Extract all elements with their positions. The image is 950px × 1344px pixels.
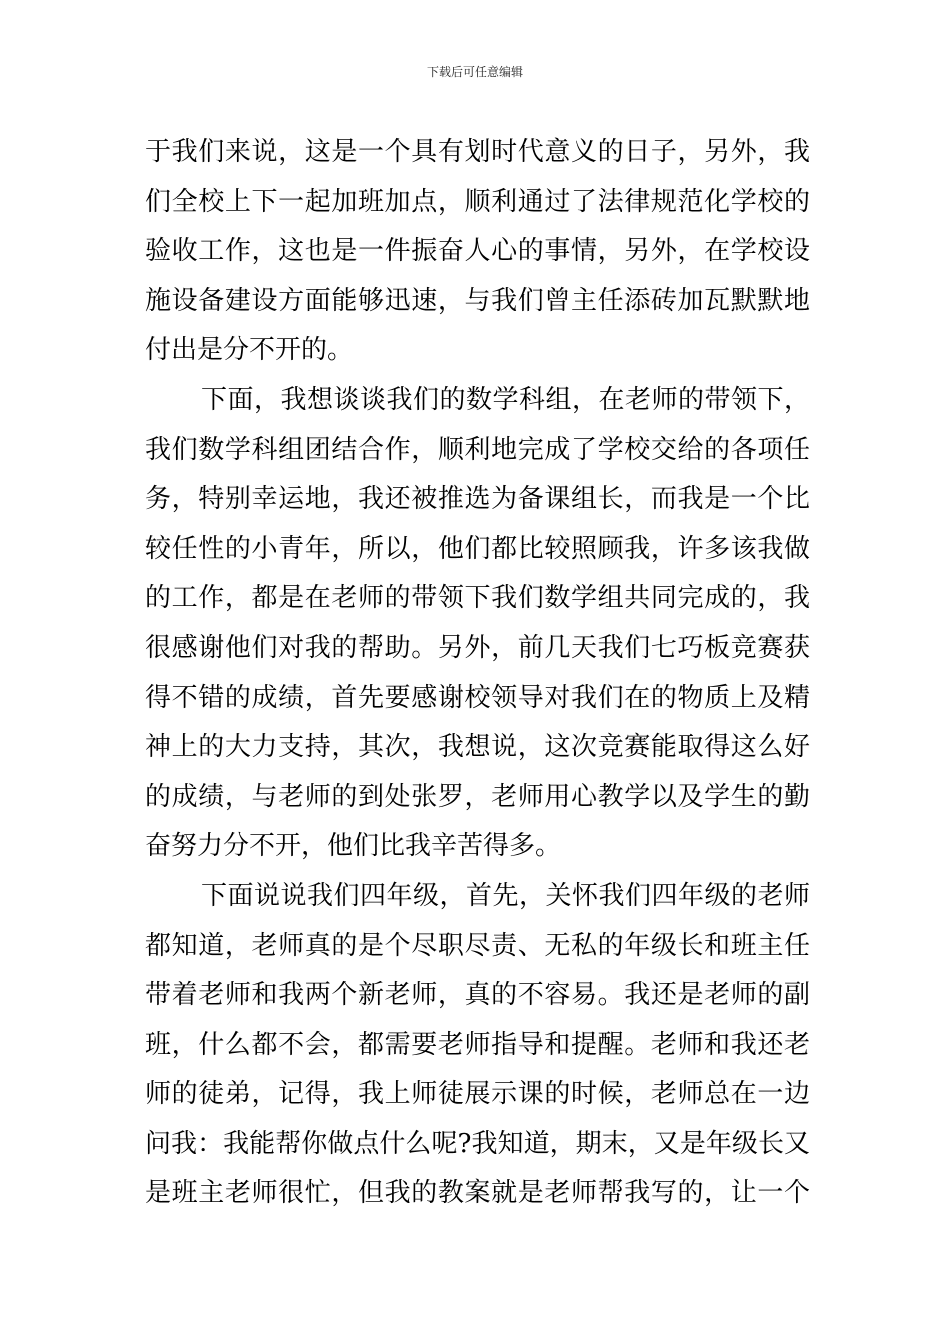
text-line: 的成绩，与老师的到处张罗，老师用心教学以及学生的勤 [145,781,810,812]
paragraph [145,376,810,872]
text-line: 们全校上下一起加班加点，顺利通过了法律规范化学校的 [145,186,810,217]
text-line: 是班主老师很忙，但我的教案就是老师帮我写的，让一个 [145,1178,810,1209]
text-line: 带着老师和我两个新老师，真的不容易。我还是老师的副 [145,980,810,1011]
text-line: 都知道，老师真的是个尽职尽责、无私的年级长和班主任 [145,930,810,961]
text-line: 师的徒弟，记得，我上师徒展示课的时候，老师总在一边 [145,1079,810,1110]
text-line: 务，特别幸运地，我还被推选为备课组长，而我是一个比 [145,484,810,515]
document-body [145,128,810,1219]
text-line: 于我们来说，这是一个具有划时代意义的日子，另外，我 [145,137,810,167]
paragraph [145,128,810,376]
text-line: 神上的大力支持，其次，我想说，这次竞赛能取得这么好 [145,732,810,763]
text-line: 很感谢他们对我的帮助。另外，前几天我们七巧板竞赛获 [145,632,810,663]
text-line: 问我：我能帮你做点什么呢?我知道，期末，又是年级长又 [145,1128,810,1159]
text-line: 的工作，都是在老师的带领下我们数学组共同完成的，我 [145,583,810,614]
text-line: 验收工作，这也是一件振奋人心的事情，另外，在学校设 [145,236,810,267]
text-line: 得不错的成绩，首先要感谢校领导对我们在的物质上及精 [145,682,810,713]
text-line: 施设备建设方面能够迅速，与我们曾主任添砖加瓦默默地 [145,285,810,316]
text-line: 下面，我想谈谈我们的数学科组，在老师的带领下， [201,384,810,415]
page-header: 下载后可任意编辑 [426,65,523,79]
text-line: 付出是分不开的。 [145,335,354,366]
text-line: 较任性的小青年，所以，他们都比较照顾我，许多该我做 [145,533,810,564]
text-line: 下面说说我们四年级，首先，关怀我们四年级的老师 [201,880,810,911]
text-line: 奋努力分不开，他们比我辛苦得多。 [145,831,562,862]
text-line: 班，什么都不会，都需要老师指导和提醒。老师和我还老 [145,1029,810,1060]
paragraph [145,872,810,1219]
text-line: 我们数学科组团结合作，顺利地完成了学校交给的各项任 [145,434,810,465]
